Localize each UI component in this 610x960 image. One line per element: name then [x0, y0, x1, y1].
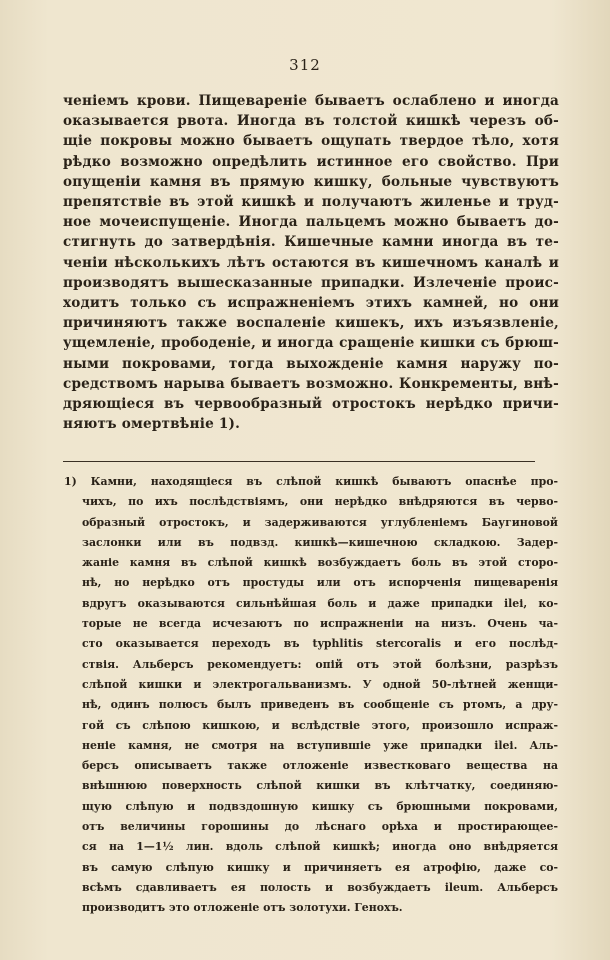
footnote-line: ся на 1—1½ лин. вдоль слѣпой кишкѣ; иногда оно внѣдряется: [82, 840, 558, 854]
footnote-line: образный отростокъ, и задерживаются углубленіемъ Баугиновой: [82, 515, 558, 529]
text-line: опущеніи камня въ прямую кишку, больные чувствуютъ: [63, 173, 559, 190]
footnote-line: заслонки или въ подвзд. кишкѣ—кишечною складкою. Задер-: [82, 535, 558, 549]
footnote-line: неніе камня, не смотря на вступившіе уже припадки ileі. Аль-: [82, 738, 558, 752]
footnote-line: ствія. Альберсъ рекомендуетъ: опій отъ этой болѣзни, разрѣзъ: [82, 657, 558, 671]
text-line: няютъ омертвѣніе 1).: [63, 416, 241, 433]
text-line: ными покровами, тогда выхожденіе камня наружу по-: [63, 355, 559, 372]
text-line: ченіи нѣсколькихъ лѣтъ остаются въ кишечномъ каналѣ и: [63, 254, 559, 271]
footnote-line: внѣшнюю поверхность слѣпой кишки въ клѣтчатку, соединяю-: [82, 779, 558, 793]
footnote-line: слѣпой кишки и электрогальванизмъ. У одной 50-лѣтней женщи-: [82, 677, 558, 691]
text-line: ходитъ только съ испражненіемъ этихъ камней, но они: [63, 295, 559, 312]
footnote-line: торые не всегда исчезаютъ по испражненіи на низъ. Очень ча-: [82, 617, 558, 631]
footnote-line: щую слѣпую и подвздошную кишку съ брюшными покровами,: [82, 799, 558, 813]
footnote-line: нѣ, но нерѣдко отъ простуды или отъ испорченія пищеваренія: [82, 576, 558, 590]
footnote-line: нѣ, одинъ полюсъ былъ приведенъ въ сообщеніе съ ртомъ, а дру-: [82, 698, 558, 712]
text-line: ное мочеиспущеніе. Иногда пальцемъ можно бываетъ до-: [63, 214, 559, 231]
footnote-line: всѣмъ сдавливаетъ ея полость и возбуждаетъ ileum. Альберсъ: [82, 880, 558, 894]
footnote-line: въ самую слѣпую кишку и причиняетъ ея атрофію, даже со-: [82, 860, 558, 874]
footnote-line: гой съ слѣпою кишкою, и вслѣдствіе этого, произошло испраж-: [82, 718, 558, 732]
text-line: щіе покровы можно бываетъ ощупать твердое тѣло, хотя: [63, 133, 559, 150]
footnote-line: сто оказывается переходъ въ typhlitis stercoralis и его послѣд-: [82, 637, 558, 651]
text-line: оказывается рвота. Иногда въ толстой кишкѣ черезъ об-: [63, 113, 559, 130]
text-line: дряющіеся въ червообразный отростокъ нерѣдко причи-: [63, 396, 559, 413]
text-line: ченіемъ крови. Пищевареніе бываетъ ослаблено и иногда: [63, 93, 559, 109]
page-number: 312: [289, 56, 321, 74]
footnote-line: чихъ, по ихъ послѣдствіямъ, они нерѣдко внѣдряются въ черво-: [82, 495, 558, 509]
text-line: препятствіе въ этой кишкѣ и получаютъ жиленье и труд-: [63, 194, 559, 211]
footnote-line: вдругъ оказываются сильнѣйшая боль и даже припадки ileі, ко-: [82, 596, 558, 610]
footnote-line: производитъ это отложеніе отъ золотухи. Генохъ.: [82, 901, 403, 915]
footnote-line: 1) Камни, находящіеся въ слѣпой кишкѣ бываютъ опаснѣе про-: [64, 475, 558, 488]
footnote: [64, 472, 558, 919]
main-text: [63, 91, 559, 434]
text-line: ущемленіе, прободеніе, и иногда сращеніе кишки съ брюш-: [63, 335, 559, 352]
text-line: стигнуть до затвердѣнія. Кишечные камни иногда въ те-: [63, 234, 559, 251]
footnote-line: отъ величины горошины до лѣснаго орѣха и простирающее-: [82, 820, 558, 834]
text-line: средствомъ нарыва бываетъ возможно. Конкременты, внѣ-: [63, 375, 559, 392]
text-line: причиняютъ также воспаленіе кишекъ, ихъ изъязвленіе,: [63, 315, 559, 332]
footnote-rule: [63, 461, 535, 462]
footnote-line: жаніе камня въ слѣпой кишкѣ возбуждаетъ боль въ этой сторо-: [82, 556, 558, 570]
text-line: рѣдко возможно опредѣлить истинное его свойство. При: [63, 153, 559, 170]
text-line: производятъ вышесказанные припадки. Излеченіе проис-: [63, 274, 559, 291]
footnote-line: берсъ описываетъ также отложеніе известковаго вещества на: [82, 759, 558, 773]
